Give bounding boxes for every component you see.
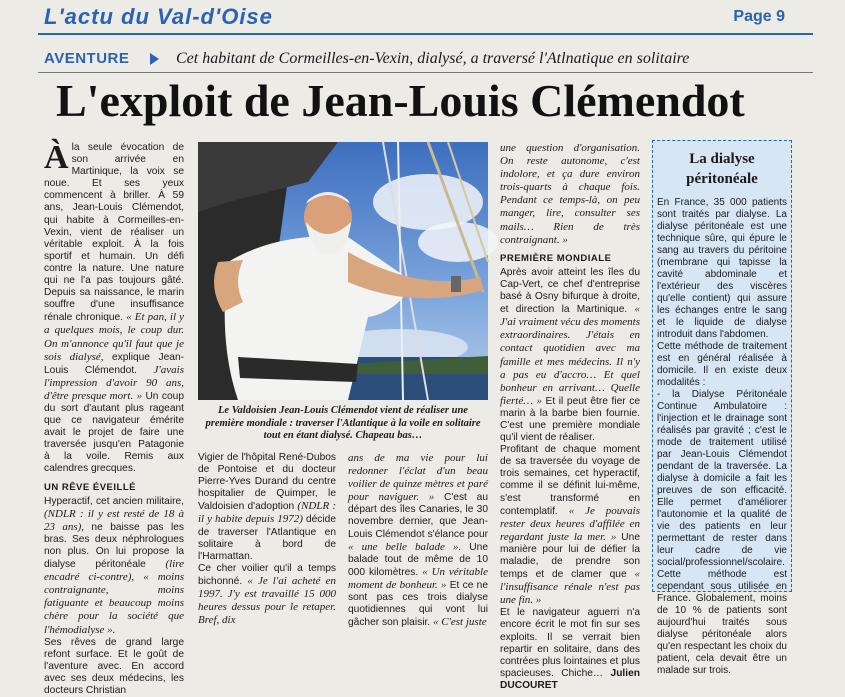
author-byline: Julien DUCOURET <box>500 667 640 691</box>
editor-note: (NDLR : il y est resté de 18 à 23 ans), <box>44 507 184 533</box>
quote: J'avais l'impression d'avoir 90 ans, d'être presque mort. » <box>44 363 184 402</box>
editor-note: (NDLR : il y habite depuis 1972) <box>198 500 336 526</box>
quote: « Un véritable moment de bonheur. » <box>348 565 488 591</box>
subheading: UN RÊVE ÉVEILLÉ <box>44 481 136 493</box>
article-photo <box>198 142 488 400</box>
paragraph: Profitant de chaque moment de sa traversée du voyage de trois semaines, cet hyperactif, comme il se définit lui-même, s'est transformé en contemplatif. <box>500 444 640 517</box>
subheading: PREMIÈRE MONDIALE <box>500 252 612 264</box>
paragraph: Ses rêves de grand large refont surface. Et le goût de l'aventure avec. En accord avec ses deux médecins, les docteurs Christian <box>44 636 184 697</box>
article-column-4 <box>500 142 640 691</box>
top-rule <box>38 33 813 35</box>
quote: « Je pouvais rester deux heures d'affilée en regardant juste la mer. » <box>500 504 640 543</box>
paragraph: C'est au départ des îles Canaries, le 30 novembre dernier, que Jean-Louis Clémendot s'élance pour <box>348 492 488 540</box>
kicker-subtitle: Cet habitant de Cormeilles-en-Vexin, dialysé, a traversé l'Atlnatique en solitaire <box>176 50 690 67</box>
quote: « une belle balade ». <box>348 540 470 553</box>
paragraph: Vigier de l'hôpital René-Dubos de Pontoise et du docteur Pierre-Yves Durand du centre hospitalier de Quimper, le Valdoisien d'adoption <box>198 452 336 513</box>
paragraph: Ce cher voilier qu'il a temps bichonné. <box>198 562 336 587</box>
article-column-2 <box>198 452 336 627</box>
photo-caption: Le Valdoisien Jean-Louis Clémendot vient de réaliser une première mondiale : traverser l'Atlantique à la voile en solitaire tout en étant dialysé. Chapeau bas… <box>205 405 481 441</box>
quote: « C'est juste <box>432 616 487 629</box>
attribution: explique Jean-Louis Clémendot. <box>44 351 184 376</box>
quote: ans de ma vie pour lui redonner l'éclat d'un beau voilier de quinze mètres et paré pour naviguer. » <box>348 452 488 504</box>
kicker-label: AVENTURE <box>44 50 130 67</box>
paragraph: décide de traverser l'Atlantique en solitaire à bord de l'Harmattan. <box>198 514 336 562</box>
article-column-3 <box>348 452 488 629</box>
sidebar-paragraph: Cette méthode de traitement est en général réalisée à domicile. Il en existe deux modalités : <box>657 341 787 388</box>
section-masthead: L'actu du Val-d'Oise <box>44 4 273 29</box>
article-headline: L'exploit de Jean-Louis Clémendot <box>56 75 745 126</box>
paragraph: Hyperactif, cet ancien militaire, <box>44 495 184 507</box>
sidebar-text <box>653 197 791 677</box>
paragraph: Une balade tout de même de 10 000 kilomètres. <box>348 541 488 578</box>
page-number: Page 9 <box>733 8 785 25</box>
quote: « l'insuffisance rénale n'est pas une fin. » <box>500 568 640 607</box>
paragraph: Et ce ne sont pas ces trois dialyse quotidiennes qui vont lui gâcher son plaisir. <box>348 579 488 629</box>
article-column-1 <box>44 139 184 697</box>
paragraph: Une manière pour lui de défier la maladie, de prendre son temps et de clamer que <box>500 531 640 581</box>
kicker-arrow-icon <box>150 53 159 65</box>
sidebar-box <box>652 140 792 676</box>
paragraph: ne baisse pas les bras. Ses deux néphrologues non plus. On lui propose la dialyse péritonéale <box>44 521 184 571</box>
drop-cap: À <box>44 139 69 176</box>
sidebar-paragraph: - la Dialyse Péritonéale Continue Ambulatoire : l'injection et le drainage sont réalisés par gravité ; c'est le mode de traitement utilisé par Jean-Louis Clémendot pendant de la traversée. La dialyse à domicile a fait les preuves de son efficacité. Elle permet d'améliorer l'autonomie et la qualité de vie des patients en leur permettant de rester dans leur cadre de vie social/professionnel/scolaire. Cette méthode est cependant sous utilisée en France. Globalement, moins de 10 % de patients sont aujourd'hui traités sous dialyse péritonéale alors qu'en respectant les choix du patient, cela devait être un malade sur trois. <box>657 389 787 676</box>
paragraph: Et il peut être fier ce marin à la barbe bien fournie. C'est une première mondiale qu'il vient de réaliser. <box>500 395 640 444</box>
kicker-rule <box>38 72 813 73</box>
quote: une question d'organisation. On reste autonome, c'est indolore, et ça dure environ trois-quarts à chaque fois. Pendant ce temps-là, on peu manger, lire, consulter ses mails… Rien de très contraignant. » <box>500 142 640 246</box>
quote: « J'ai vraiment vécu des moments extraordinaires. J'étais en contact quotidien avec ma famille et mes médecins. Il n'y a pas eu d'accro… Et quel bonheur en arrivant… Quelle fierté… » <box>500 303 640 407</box>
paragraph: Et le navigateur aguerri n'a encore écrit le mot fin sur ses exploits. Il se verrait bien repartir en solitaire, dans des contrées plus lointaines et plus spacieuses. Chiche… <box>500 607 640 679</box>
quote: « Je l'ai acheté en 1997. J'y est travaillé 15 000 heures dessus pour le retaper. Bref, dix <box>198 574 336 627</box>
editor-note: (lire encadré ci-contre), « moins contraignante, moins fatiguante et beaucoup moins chère pour la société que l'hémodialyse ». <box>44 558 184 636</box>
sidebar-title: La dialyse péritonéale <box>686 151 758 187</box>
paragraph: Un coup du sort d'autant plus rageant que ce navigateur émérite avait le projet de faire une traversée jusqu'en Patagonie à la voile. Remis aux calendres grecques. <box>44 390 184 475</box>
paragraph: Après avoir atteint les îles du Cap-Vert, ce chef d'entreprise basé à Osny bifurque à droite, et direction la Martinique. <box>500 266 640 316</box>
sidebar-paragraph: En France, 35 000 patients sont traités par dialyse. La dialyse péritonéale est une technique sûre, qui épure le sang au travers du péritoine (membrane qui tapisse la cavité abdominale et l'extérieur des viscères qu'elle contient) qui assure les échanges entre le sang et le liquide de dialyse introduit dans l'abdomen. <box>657 197 787 340</box>
quote: « Et pan, il y a quelques mois, le coup dur. On m'annonce qu'il faut que je sois dialysé, <box>44 311 184 363</box>
intro-text: la seule évocation de son arrivée en Martinique, la voix se noue. Et ses yeux commencent à briller. À 59 ans, Jean-Louis Clémendot, qui habite à Cormeilles-en-Vexin, vient de réaliser un véritable exploit. À la fois sportif et humain. Un défi contre la nature. Une nature qui ne l'a pas toujours gâté. Depuis sa naissance, le marin souffre d'une insuffisance rénale chronique. <box>44 142 184 324</box>
